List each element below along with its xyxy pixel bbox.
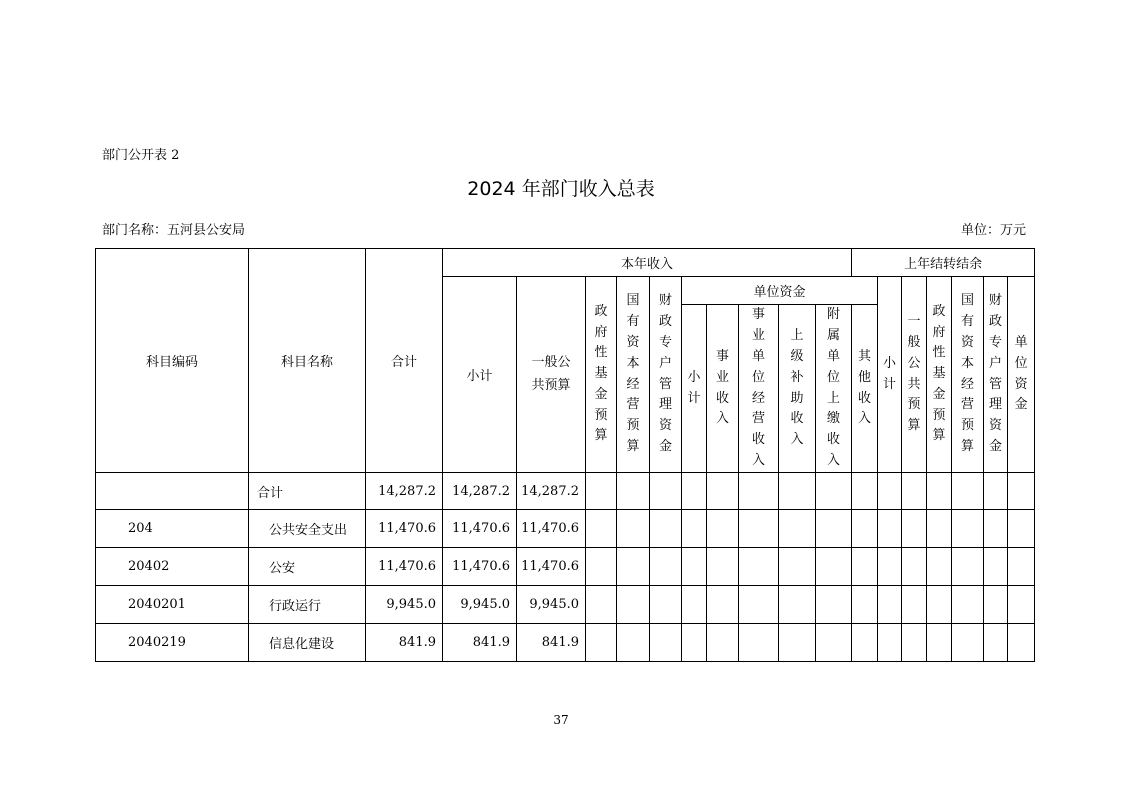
row-subtotal: 841.9 xyxy=(443,624,517,662)
header-code: 科目编码 xyxy=(96,249,249,473)
header-gov-fund: 政府性基金预算 xyxy=(586,277,617,473)
row-code xyxy=(96,473,249,510)
row-code: 2040219 xyxy=(96,624,249,662)
row-code: 2040201 xyxy=(96,586,249,624)
header-business-income: 事业收入 xyxy=(707,305,739,473)
row-name: 公安 xyxy=(249,548,366,586)
header-superior-subsidy: 上级补助收入 xyxy=(779,305,816,473)
header-carryover: 上年结转结余 xyxy=(852,249,1035,277)
header-operating-income: 事业单位经营收入 xyxy=(739,305,779,473)
table-row xyxy=(96,473,1035,510)
table-row xyxy=(96,548,1035,586)
header-fiscal-special: 财政专户管理资金 xyxy=(650,277,682,473)
row-name: 信息化建设 xyxy=(249,624,366,662)
header-state-capital: 国有资本经营预算 xyxy=(617,277,650,473)
page-title: 2024 年部门收入总表 xyxy=(467,178,655,200)
row-code: 20402 xyxy=(96,548,249,586)
row-name: 合计 xyxy=(249,473,366,510)
header-subtotal: 小计 xyxy=(443,277,517,473)
table-row xyxy=(96,510,1035,548)
header-co-gov-fund: 政府性基金预算 xyxy=(927,277,952,473)
row-general-budget: 11,470.6 xyxy=(517,548,586,586)
header-co-general-budget: 一般公共预算 xyxy=(902,277,927,473)
header-co-fiscal-special: 财政专户管理资金 xyxy=(984,277,1008,473)
row-general-budget: 11,470.6 xyxy=(517,510,586,548)
header-general-budget: 一般公共预算 xyxy=(517,277,586,473)
row-general-budget: 9,945.0 xyxy=(517,586,586,624)
header-affiliated-income: 附属单位上缴收入 xyxy=(816,305,852,473)
row-name: 公共安全支出 xyxy=(249,510,366,548)
header-unit-subtotal: 小计 xyxy=(682,305,707,473)
header-name: 科目名称 xyxy=(249,249,366,473)
table-row xyxy=(96,624,1035,662)
row-name: 行政运行 xyxy=(249,586,366,624)
row-general-budget: 841.9 xyxy=(517,624,586,662)
department-name: 部门名称：五河县公安局 xyxy=(102,223,246,238)
header-co-state-capital: 国有资本经营预算 xyxy=(952,277,984,473)
unit-label: 单位：万元 xyxy=(960,223,1026,238)
row-subtotal: 9,945.0 xyxy=(443,586,517,624)
table-row xyxy=(96,586,1035,624)
row-subtotal: 11,470.6 xyxy=(443,510,517,548)
row-subtotal: 11,470.6 xyxy=(443,548,517,586)
header-current-year: 本年收入 xyxy=(443,249,852,277)
row-total: 11,470.6 xyxy=(366,510,443,548)
row-subtotal: 14,287.2 xyxy=(443,473,517,510)
header-co-unit-funds: 单位资金 xyxy=(1008,277,1035,473)
header-total: 合计 xyxy=(366,249,443,473)
table-tag: 部门公开表 2 xyxy=(102,148,180,163)
row-total: 841.9 xyxy=(366,624,443,662)
page-number: 37 xyxy=(553,713,569,727)
row-total: 9,945.0 xyxy=(366,586,443,624)
header-co-subtotal: 小计 xyxy=(878,277,902,473)
income-summary-table xyxy=(95,248,1035,662)
row-code: 204 xyxy=(96,510,249,548)
row-total: 14,287.2 xyxy=(366,473,443,510)
row-general-budget: 14,287.2 xyxy=(517,473,586,510)
header-unit-funds: 单位资金 xyxy=(682,277,878,305)
row-total: 11,470.6 xyxy=(366,548,443,586)
header-other-income: 其他收入 xyxy=(852,305,878,473)
